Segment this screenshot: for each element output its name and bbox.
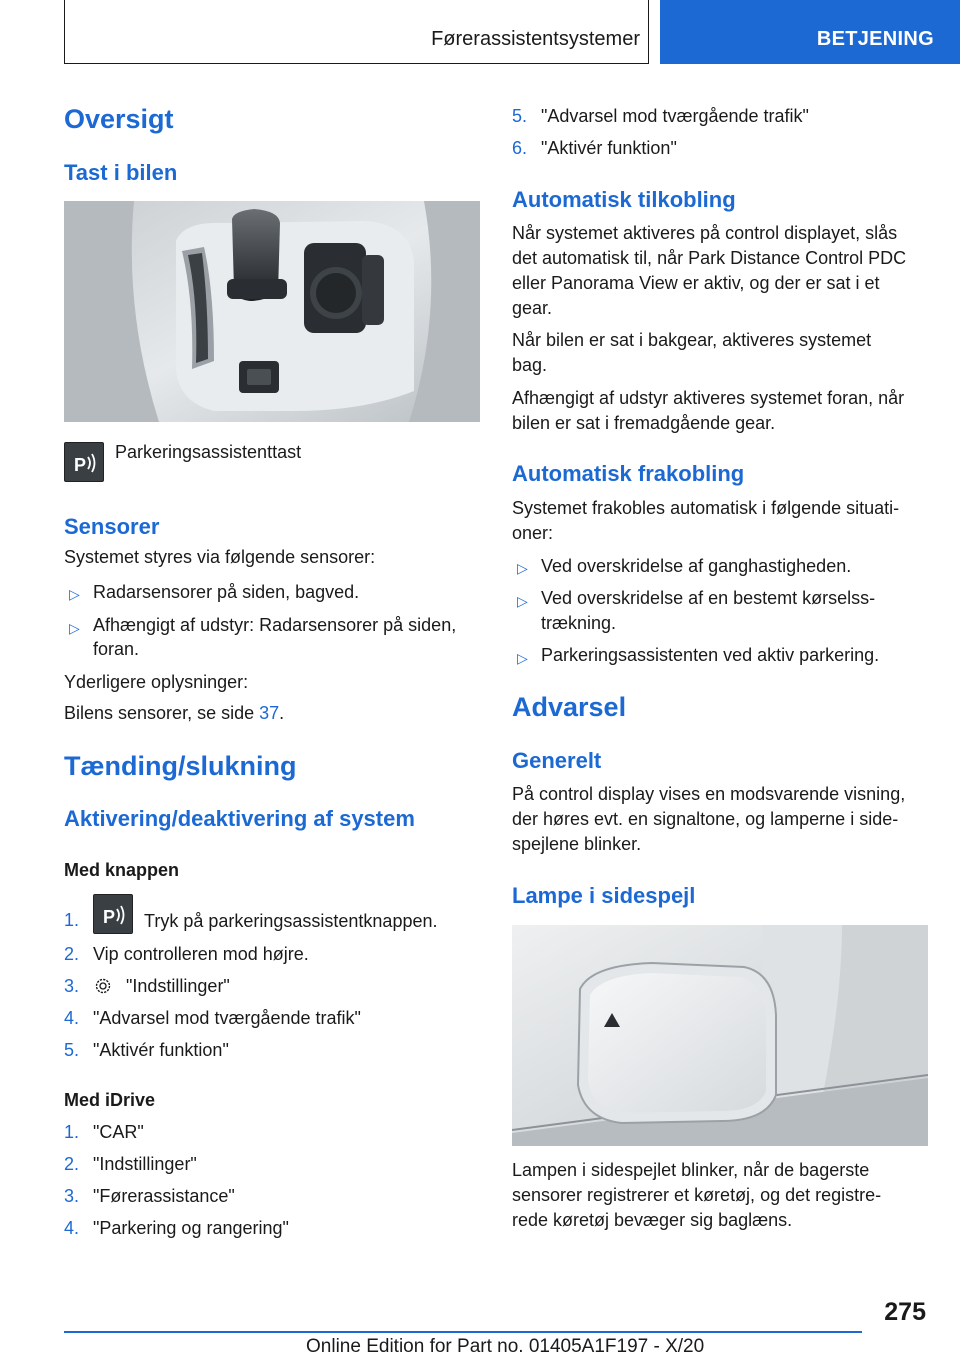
step-number: 1. (64, 910, 80, 930)
bilens-sensorer-ref (64, 701, 284, 726)
generelt-line-1: På control display vises en modsvarende visning, (512, 784, 906, 804)
page-number: 275 (884, 1298, 926, 1326)
bakgear-line-2: bag. (512, 355, 548, 375)
bullet-marker: ▷ (69, 586, 80, 602)
parking-assistant-icon (64, 442, 104, 482)
heading-lampe: Lampe i sidespejl (512, 883, 696, 908)
heading-tast-i-bilen: Tast i bilen (64, 160, 178, 185)
bilens-sensorer-text: Bilens sensorer, se side (64, 703, 260, 723)
tilkobling-line-1: Når systemet aktiveres på control displayet, slås (512, 223, 898, 243)
heading-generelt: Generelt (512, 748, 602, 773)
lampe-line-3: rede køretøj bevæger sig baglæns. (512, 1210, 793, 1230)
footer-rule (64, 1331, 862, 1333)
knappen-step-1: Tryk på parkeringsassistentknappen. (144, 911, 438, 931)
idrive-step-1: "CAR" (93, 1122, 144, 1142)
knappen-step-5: "Aktivér funktion" (93, 1040, 229, 1060)
frakobling-bullet-3: Parkeringsassistenten ved aktiv parkering. (541, 645, 880, 665)
step-number: 4. (64, 1218, 80, 1238)
icon-caption: Parkeringsassistenttast (115, 442, 302, 462)
heading-taending: Tænding/slukning (64, 751, 297, 781)
heading-auto-frakobling: Automatisk frakobling (512, 461, 745, 486)
console-illustration (64, 201, 480, 422)
header-section-title: Førerassistentsystemer (431, 28, 640, 50)
sensor-bullet-1: Radarsensorer på siden, bagved. (93, 582, 360, 602)
sensor-bullet-2: Afhængigt af udstyr: Radarsensorer på siden, (93, 615, 457, 635)
frakobling-bullet-1: Ved overskridelse af ganghastigheden. (541, 556, 852, 576)
console-photo (64, 201, 480, 422)
mirror-illustration (512, 925, 928, 1146)
heading-med-knappen: Med knappen (64, 860, 180, 880)
bullet-marker: ▷ (517, 593, 528, 609)
tilkobling-line-2: det automatisk til, når Park Distance Control PDC (512, 248, 907, 268)
bakgear-line-1: Når bilen er sat i bakgear, aktiveres systemet (512, 330, 872, 350)
step-number: 4. (64, 1008, 80, 1028)
step-number: 5. (512, 106, 528, 126)
heading-med-idrive: Med iDrive (64, 1090, 156, 1110)
step-number: 3. (64, 976, 80, 996)
sensor-bullet-2-cont: foran. (93, 639, 140, 659)
frakobling-bullet-2-cont: trækning. (541, 613, 617, 633)
step-number: 6. (512, 138, 528, 158)
heading-aktivering: Aktivering/deaktivering af system (64, 806, 415, 831)
heading-auto-tilkobling: Automatisk tilkobling (512, 187, 736, 212)
period: . (279, 703, 285, 723)
lampe-line-2: sensorer registrerer et køretøj, og det registre- (512, 1185, 882, 1205)
generelt-line-2: der høres evt. en signaltone, og lamperne i side- (512, 809, 899, 829)
idrive-step-5: "Advarsel mod tværgående trafik" (541, 106, 809, 126)
bullet-marker: ▷ (69, 620, 80, 636)
svg-text:P: P (103, 907, 116, 927)
svg-text:P: P (74, 455, 87, 475)
heading-oversigt: Oversigt (64, 104, 174, 134)
idrive-step-4: "Parkering og rangering" (93, 1218, 289, 1238)
gear-icon (93, 976, 113, 996)
bullet-marker: ▷ (517, 650, 528, 666)
fremad-line-1: Afhængigt af udstyr aktiveres systemet foran, når (512, 388, 905, 408)
heading-sensorer: Sensorer (64, 514, 160, 539)
mirror-photo (512, 925, 928, 1146)
knappen-step-4: "Advarsel mod tværgående trafik" (93, 1008, 361, 1028)
idrive-step-2: "Indstillinger" (93, 1154, 197, 1174)
bullet-marker: ▷ (517, 560, 528, 576)
header-box (64, 0, 649, 64)
further-info: Yderligere oplysninger: (64, 672, 249, 692)
step-number: 2. (64, 944, 80, 964)
frakobling-line-2: oner: (512, 523, 554, 543)
generelt-line-3: spejlene blinker. (512, 834, 642, 854)
parking-assistant-icon (93, 894, 133, 934)
footer-edition: Online Edition for Part no. 01405A1F197 - X/20 (306, 1336, 705, 1357)
tilkobling-line-4: gear. (512, 298, 553, 318)
heading-advarsel: Advarsel (512, 692, 627, 722)
header-tab[interactable] (660, 0, 960, 64)
fremad-line-2: bilen er sat i fremadgående gear. (512, 413, 776, 433)
idrive-step-3: "Førerassistance" (93, 1186, 235, 1206)
step-number: 2. (64, 1154, 80, 1174)
idrive-step-6: "Aktivér funktion" (541, 138, 677, 158)
knappen-step-2: Vip controlleren mod højre. (93, 944, 309, 964)
tilkobling-line-3: eller Panorama View er aktiv, og der er sat i et (512, 273, 880, 293)
sensorer-intro: Systemet styres via følgende sensorer: (64, 547, 376, 567)
step-number: 3. (64, 1186, 80, 1206)
header-tab-label: BETJENING (816, 28, 934, 50)
frakobling-bullet-2: Ved overskridelse af en bestemt kørselss- (541, 588, 876, 608)
frakobling-line-1: Systemet frakobles automatisk i følgende situati- (512, 498, 900, 518)
page-ref-link[interactable]: 37 (259, 703, 280, 723)
lampe-line-1: Lampen i sidespejlet blinker, når de bagerste (512, 1160, 870, 1180)
step-number: 5. (64, 1040, 80, 1060)
knappen-step-3: "Indstillinger" (126, 976, 230, 996)
step-number: 1. (64, 1122, 80, 1142)
